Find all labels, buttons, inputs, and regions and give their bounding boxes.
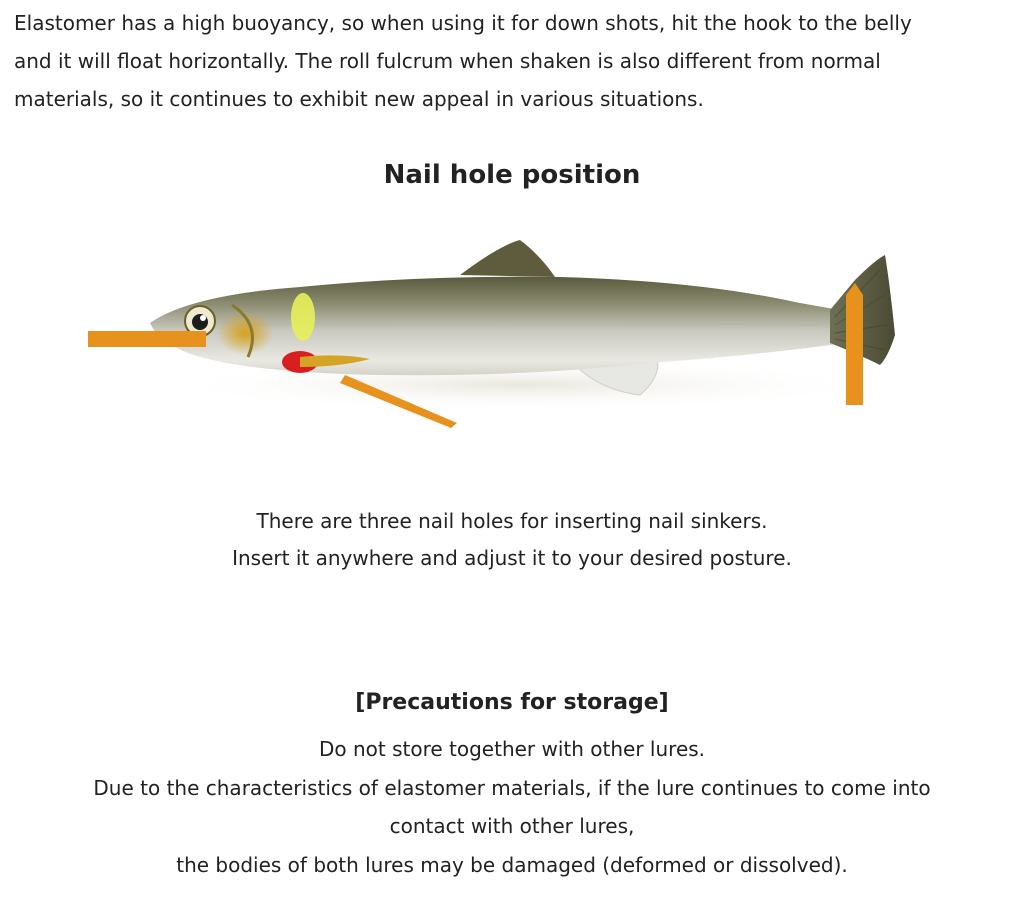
storage-line: the bodies of both lures may be damaged (deformed or dissolved).: [176, 852, 848, 877]
storage-description: [0, 730, 1024, 884]
storage-title: [Precautions for storage]: [355, 690, 669, 715]
intro-line: materials, so it continues to exhibit new appeal in various situations.: [14, 87, 704, 111]
intro-line: Elastomer has a high buoyancy, so when using it for down shots, hit the hook to the belly: [14, 11, 912, 35]
nail-description: [0, 503, 1024, 577]
storage-line: contact with other lures,: [389, 814, 635, 838]
nail-description-line: There are three nail holes for inserting nail sinkers.: [256, 509, 768, 533]
storage-line: Do not store together with other lures.: [318, 737, 706, 761]
nail-marker-head: [88, 331, 206, 347]
intro-paragraph: [14, 4, 1014, 118]
nail-marker-tail: [846, 283, 863, 405]
nail-hole-heading: Nail hole position: [383, 160, 641, 190]
soft-lure-fish-icon: [0, 225, 1024, 445]
lure-figure: [0, 225, 1024, 445]
nail-description-line: Insert it anywhere and adjust it to your desired posture.: [232, 546, 792, 570]
storage-line: Due to the characteristics of elastomer materials, if the lure continues to come into: [93, 775, 931, 800]
intro-line: and it will float horizontally. The roll fulcrum when shaken is also different from normal: [14, 49, 881, 73]
